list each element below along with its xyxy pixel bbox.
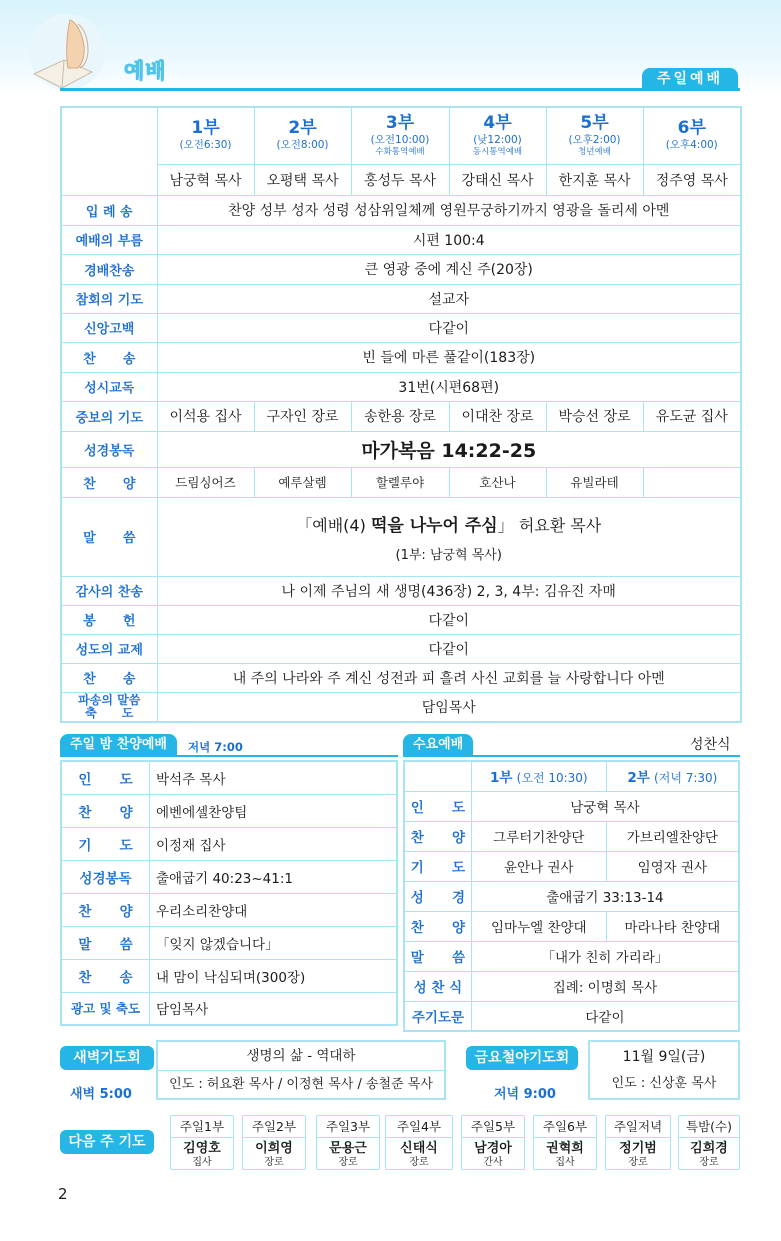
service-1: 1부 (오전6:30) xyxy=(157,107,254,164)
row-value: 「내가 친히 가리라」 xyxy=(471,941,739,971)
friday-prayer-box xyxy=(588,1040,740,1100)
row-value: 다같이 xyxy=(471,1001,739,1031)
friday-prayer-tag: 금요철야기도회 xyxy=(466,1046,578,1070)
row-label: 입 례 송 xyxy=(61,195,157,225)
corner-cell xyxy=(404,761,471,791)
hymn1-value: 큰 영광 중에 계신 주(20장) xyxy=(157,254,741,284)
row-label: 신앙고백 xyxy=(61,313,157,342)
section-divider xyxy=(403,755,740,757)
service-5: 5부 (오후2:00) 청년예배 xyxy=(546,107,643,164)
choir: 할렐루야 xyxy=(351,467,449,497)
sunday-order-table xyxy=(60,106,742,723)
sunday-service-tag: 주일예배 xyxy=(642,68,738,90)
service-pastors-row xyxy=(61,164,741,195)
intercessor: 이대찬 장로 xyxy=(449,401,546,431)
row-value: 담임목사 xyxy=(150,992,397,1025)
row-value: 남궁혁 목사 xyxy=(471,791,739,821)
row-label: 말 씀 xyxy=(61,926,150,959)
row-value: 윤안나 권사 xyxy=(471,851,606,881)
friday-prayer-time: 저녁 9:00 xyxy=(494,1087,556,1102)
row-label: 말 씀 xyxy=(404,941,471,971)
corner-cell xyxy=(61,107,157,195)
row-label: 찬 송 xyxy=(61,959,150,992)
row-label: 성경봉독 xyxy=(61,431,157,467)
row-value: 가브리엘찬양단 xyxy=(606,821,739,851)
service-3: 3부 (오전10:00) 수화통역예배 xyxy=(351,107,449,164)
service-pastor: 남궁혁 목사 xyxy=(157,164,254,195)
row-label: 찬 송 xyxy=(61,663,157,692)
row-label: 성 찬 식 xyxy=(404,971,471,1001)
wed-part-2: 2부 (저녁 7:30) xyxy=(606,761,739,791)
next-prayer-tag: 다음 주 기도 xyxy=(60,1130,154,1154)
repent-value: 설교자 xyxy=(157,284,741,313)
row-value: 출애굽기 40:23~41:1 xyxy=(150,860,397,893)
row-label: 찬 양 xyxy=(61,893,150,926)
row-label: 기 도 xyxy=(61,827,150,860)
choir: 드림싱어즈 xyxy=(157,467,254,497)
offering-value: 다같이 xyxy=(157,605,741,634)
sermon-sub: (1부: 남궁혁 목사) xyxy=(395,547,502,563)
thanks-value: 나 이제 주님의 새 생명(436장) 2, 3, 4부: 김유진 자매 xyxy=(157,576,741,605)
prayer-card: 주일1부 김영호 집사 xyxy=(170,1115,234,1170)
page-title: 예배 xyxy=(124,59,167,83)
communion-note: 성찬식 xyxy=(690,737,731,753)
intercessor: 박승선 장로 xyxy=(546,401,643,431)
row-value: 에벤에셀찬양팀 xyxy=(150,794,397,827)
sermon-title: 「예배(4) 떡을 나누어 주심」 허요환 목사 xyxy=(296,515,602,536)
wed-part-1: 1부 (오전 10:30) xyxy=(471,761,606,791)
praying-hands-bible-icon xyxy=(22,12,112,92)
service-pastor: 오평택 목사 xyxy=(254,164,351,195)
intercessor: 구자인 장로 xyxy=(254,401,351,431)
prayer-card: 주일4부 신태식 장로 xyxy=(385,1115,453,1170)
sunday-evening-time: 저녁 7:00 xyxy=(188,740,243,754)
dawn-prayer-time: 새벽 5:00 xyxy=(70,1087,132,1102)
friday-leader: 인도 : 신상훈 목사 xyxy=(611,1076,717,1091)
row-label: 광고 및 축도 xyxy=(61,992,150,1025)
wednesday-tag: 수요예배 xyxy=(403,734,473,756)
row-value: 우리소리찬양대 xyxy=(150,893,397,926)
row-label: 말 씀 xyxy=(61,497,157,576)
section-divider xyxy=(60,755,398,757)
introit-value: 찬양 성부 성자 성령 성삼위일체께 영원무궁하기까지 영광을 돌리세 아멘 xyxy=(157,195,741,225)
service-pastor: 정주영 목사 xyxy=(643,164,741,195)
service-2: 2부 (오전8:00) xyxy=(254,107,351,164)
friday-date: 11월 9일(금) xyxy=(622,1049,706,1065)
prayer-card: 특밤(수) 김희경 장로 xyxy=(678,1115,740,1170)
sunday-evening-tag: 주일 밤 찬양예배 xyxy=(60,734,177,756)
row-value: 박석주 목사 xyxy=(150,761,397,794)
row-label: 봉 헌 xyxy=(61,605,157,634)
sunday-evening-table xyxy=(60,760,398,1026)
row-label: 성도의 교제 xyxy=(61,634,157,663)
call-value: 시편 100:4 xyxy=(157,225,741,254)
row-label: 주기도문 xyxy=(404,1001,471,1031)
choir: 호산나 xyxy=(449,467,546,497)
row-value: 임마누엘 찬양대 xyxy=(471,911,606,941)
creed-value: 다같이 xyxy=(157,313,741,342)
row-label: 참회의 기도 xyxy=(61,284,157,313)
row-value: 그루터기찬양단 xyxy=(471,821,606,851)
service-pastor: 홍성두 목사 xyxy=(351,164,449,195)
prayer-card: 주일6부 권혁희 집사 xyxy=(533,1115,597,1170)
row-value: 「잊지 않겠습니다」 xyxy=(150,926,397,959)
row-label: 찬 양 xyxy=(61,794,150,827)
service-6: 6부 (오후4:00) xyxy=(643,107,741,164)
row-value: 임영자 권사 xyxy=(606,851,739,881)
prayer-card: 주일저녁 정기범 장로 xyxy=(605,1115,671,1170)
dawn-topic: 생명의 삶 - 역대하 xyxy=(158,1042,444,1071)
intercessor: 이석용 집사 xyxy=(157,401,254,431)
service-4: 4부 (낮12:00) 동시통역예배 xyxy=(449,107,546,164)
hymn2-value: 빈 들에 마른 풀같이(183장) xyxy=(157,342,741,372)
row-value: 마라나타 찬양대 xyxy=(606,911,739,941)
row-label: 찬 양 xyxy=(404,821,471,851)
row-label: 파송의 말씀 축 도 xyxy=(61,692,157,722)
row-label: 경배찬송 xyxy=(61,254,157,284)
row-label: 성시교독 xyxy=(61,372,157,401)
row-label: 찬 양 xyxy=(61,467,157,497)
prayer-card: 주일3부 문용근 장로 xyxy=(316,1115,380,1170)
intercessor: 송한용 장로 xyxy=(351,401,449,431)
header-divider xyxy=(60,88,740,91)
service-pastor: 한지훈 목사 xyxy=(546,164,643,195)
row-label: 기 도 xyxy=(404,851,471,881)
prayer-card: 주일2부 이희영 장로 xyxy=(242,1115,306,1170)
benediction-value: 담임목사 xyxy=(157,692,741,722)
row-label: 찬 양 xyxy=(404,911,471,941)
row-label: 감사의 찬송 xyxy=(61,576,157,605)
prayer-card: 주일5부 남경아 간사 xyxy=(461,1115,525,1170)
row-label: 중보의 기도 xyxy=(61,401,157,431)
intercessor: 유도균 집사 xyxy=(643,401,741,431)
fellowship-value: 다같이 xyxy=(157,634,741,663)
row-value: 집례: 이명희 목사 xyxy=(471,971,739,1001)
dawn-prayer-box xyxy=(156,1040,446,1100)
service-pastor: 강태신 목사 xyxy=(449,164,546,195)
row-label: 인 도 xyxy=(61,761,150,794)
wednesday-table xyxy=(403,760,740,1032)
scripture-value: 마가복음 14:22-25 xyxy=(157,431,741,467)
row-label: 찬 송 xyxy=(61,342,157,372)
choir: 예루살렘 xyxy=(254,467,351,497)
choir: 유빌라테 xyxy=(546,467,643,497)
hymn3-value: 내 주의 나라와 주 계신 성전과 피 흘려 사신 교회를 늘 사랑합니다 아멘 xyxy=(157,663,741,692)
row-label: 예배의 부름 xyxy=(61,225,157,254)
row-value: 출애굽기 33:13-14 xyxy=(471,881,739,911)
empty-cell xyxy=(643,467,741,497)
row-value: 내 맘이 낙심되며(300장) xyxy=(150,959,397,992)
service-times-row xyxy=(61,107,741,164)
psalter-value: 31번(시편68편) xyxy=(157,372,741,401)
dawn-prayer-tag: 새벽기도회 xyxy=(60,1046,154,1070)
row-value: 이정재 집사 xyxy=(150,827,397,860)
row-label: 성 경 xyxy=(404,881,471,911)
row-label: 성경봉독 xyxy=(61,860,150,893)
row-label: 인 도 xyxy=(404,791,471,821)
dawn-leaders: 인도 : 허요환 목사 / 이정현 목사 / 송철준 목사 xyxy=(169,1077,433,1092)
page-number: 2 xyxy=(58,1185,68,1203)
sermon-cell xyxy=(157,497,741,576)
